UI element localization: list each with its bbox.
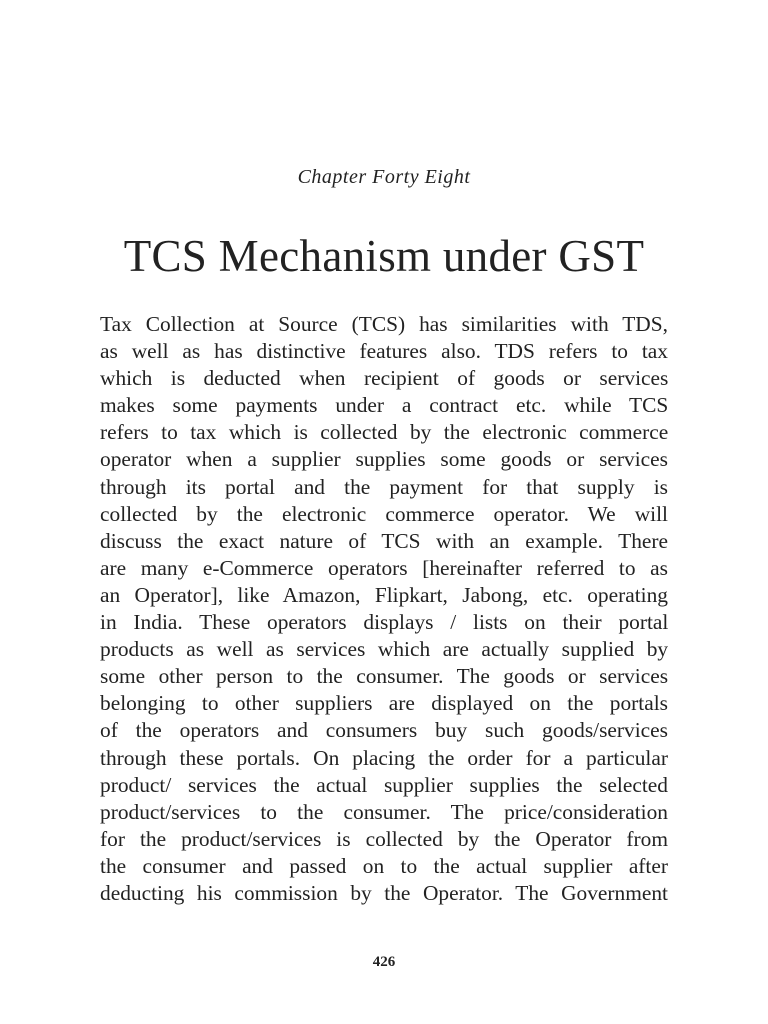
text-line: in India. These operators displays / lists on their portal (100, 610, 669, 635)
text-line: deducting his commission by the Operator. The Government (100, 880, 668, 905)
text-line: as well as has distinctive features also. TDS refers to tax (100, 339, 668, 364)
text-line: collected by the electronic commerce operator. We will (100, 501, 668, 526)
text-line: discuss the exact nature of TCS with an example. There (100, 528, 668, 553)
text-line: Tax Collection at Source (TCS) has similarities with TDS, (100, 312, 668, 336)
text-line: through its portal and the payment for that supply is (100, 474, 668, 499)
text-line: are many e-Commerce operators [hereinafter referred to as (100, 555, 668, 580)
chapter-label: Chapter Forty Eight (297, 166, 471, 188)
text-line: the consumer and passed on to the actual supplier after (100, 853, 668, 878)
text-line: for the product/services is collected by the Operator from (100, 826, 668, 851)
text-line: an Operator], like Amazon, Flipkart, Jabong, etc. operating (100, 582, 668, 607)
text-line: makes some payments under a contract etc. while TCS (100, 393, 669, 418)
page-number: 426 (372, 954, 396, 970)
text-line: which is deducted when recipient of goods or services (100, 366, 669, 391)
text-line: product/services to the consumer. The price/consideration (100, 799, 668, 824)
text-line: belonging to other suppliers are displayed on the portals (100, 691, 668, 716)
chapter-title: TCS Mechanism under GST (123, 231, 645, 281)
text-line: products as well as services which are actually supplied by (100, 637, 669, 662)
text-line: of the operators and consumers buy such goods/services (100, 718, 668, 743)
text-line: some other person to the consumer. The goods or services (100, 664, 669, 689)
text-line: through these portals. On placing the order for a particular (100, 745, 668, 770)
text-line: operator when a supplier supplies some goods or services (100, 447, 668, 472)
text-line: product/ services the actual supplier supplies the selected (100, 772, 668, 797)
body-paragraph (100, 311, 668, 907)
text-line: refers to tax which is collected by the electronic commerce (100, 420, 669, 445)
